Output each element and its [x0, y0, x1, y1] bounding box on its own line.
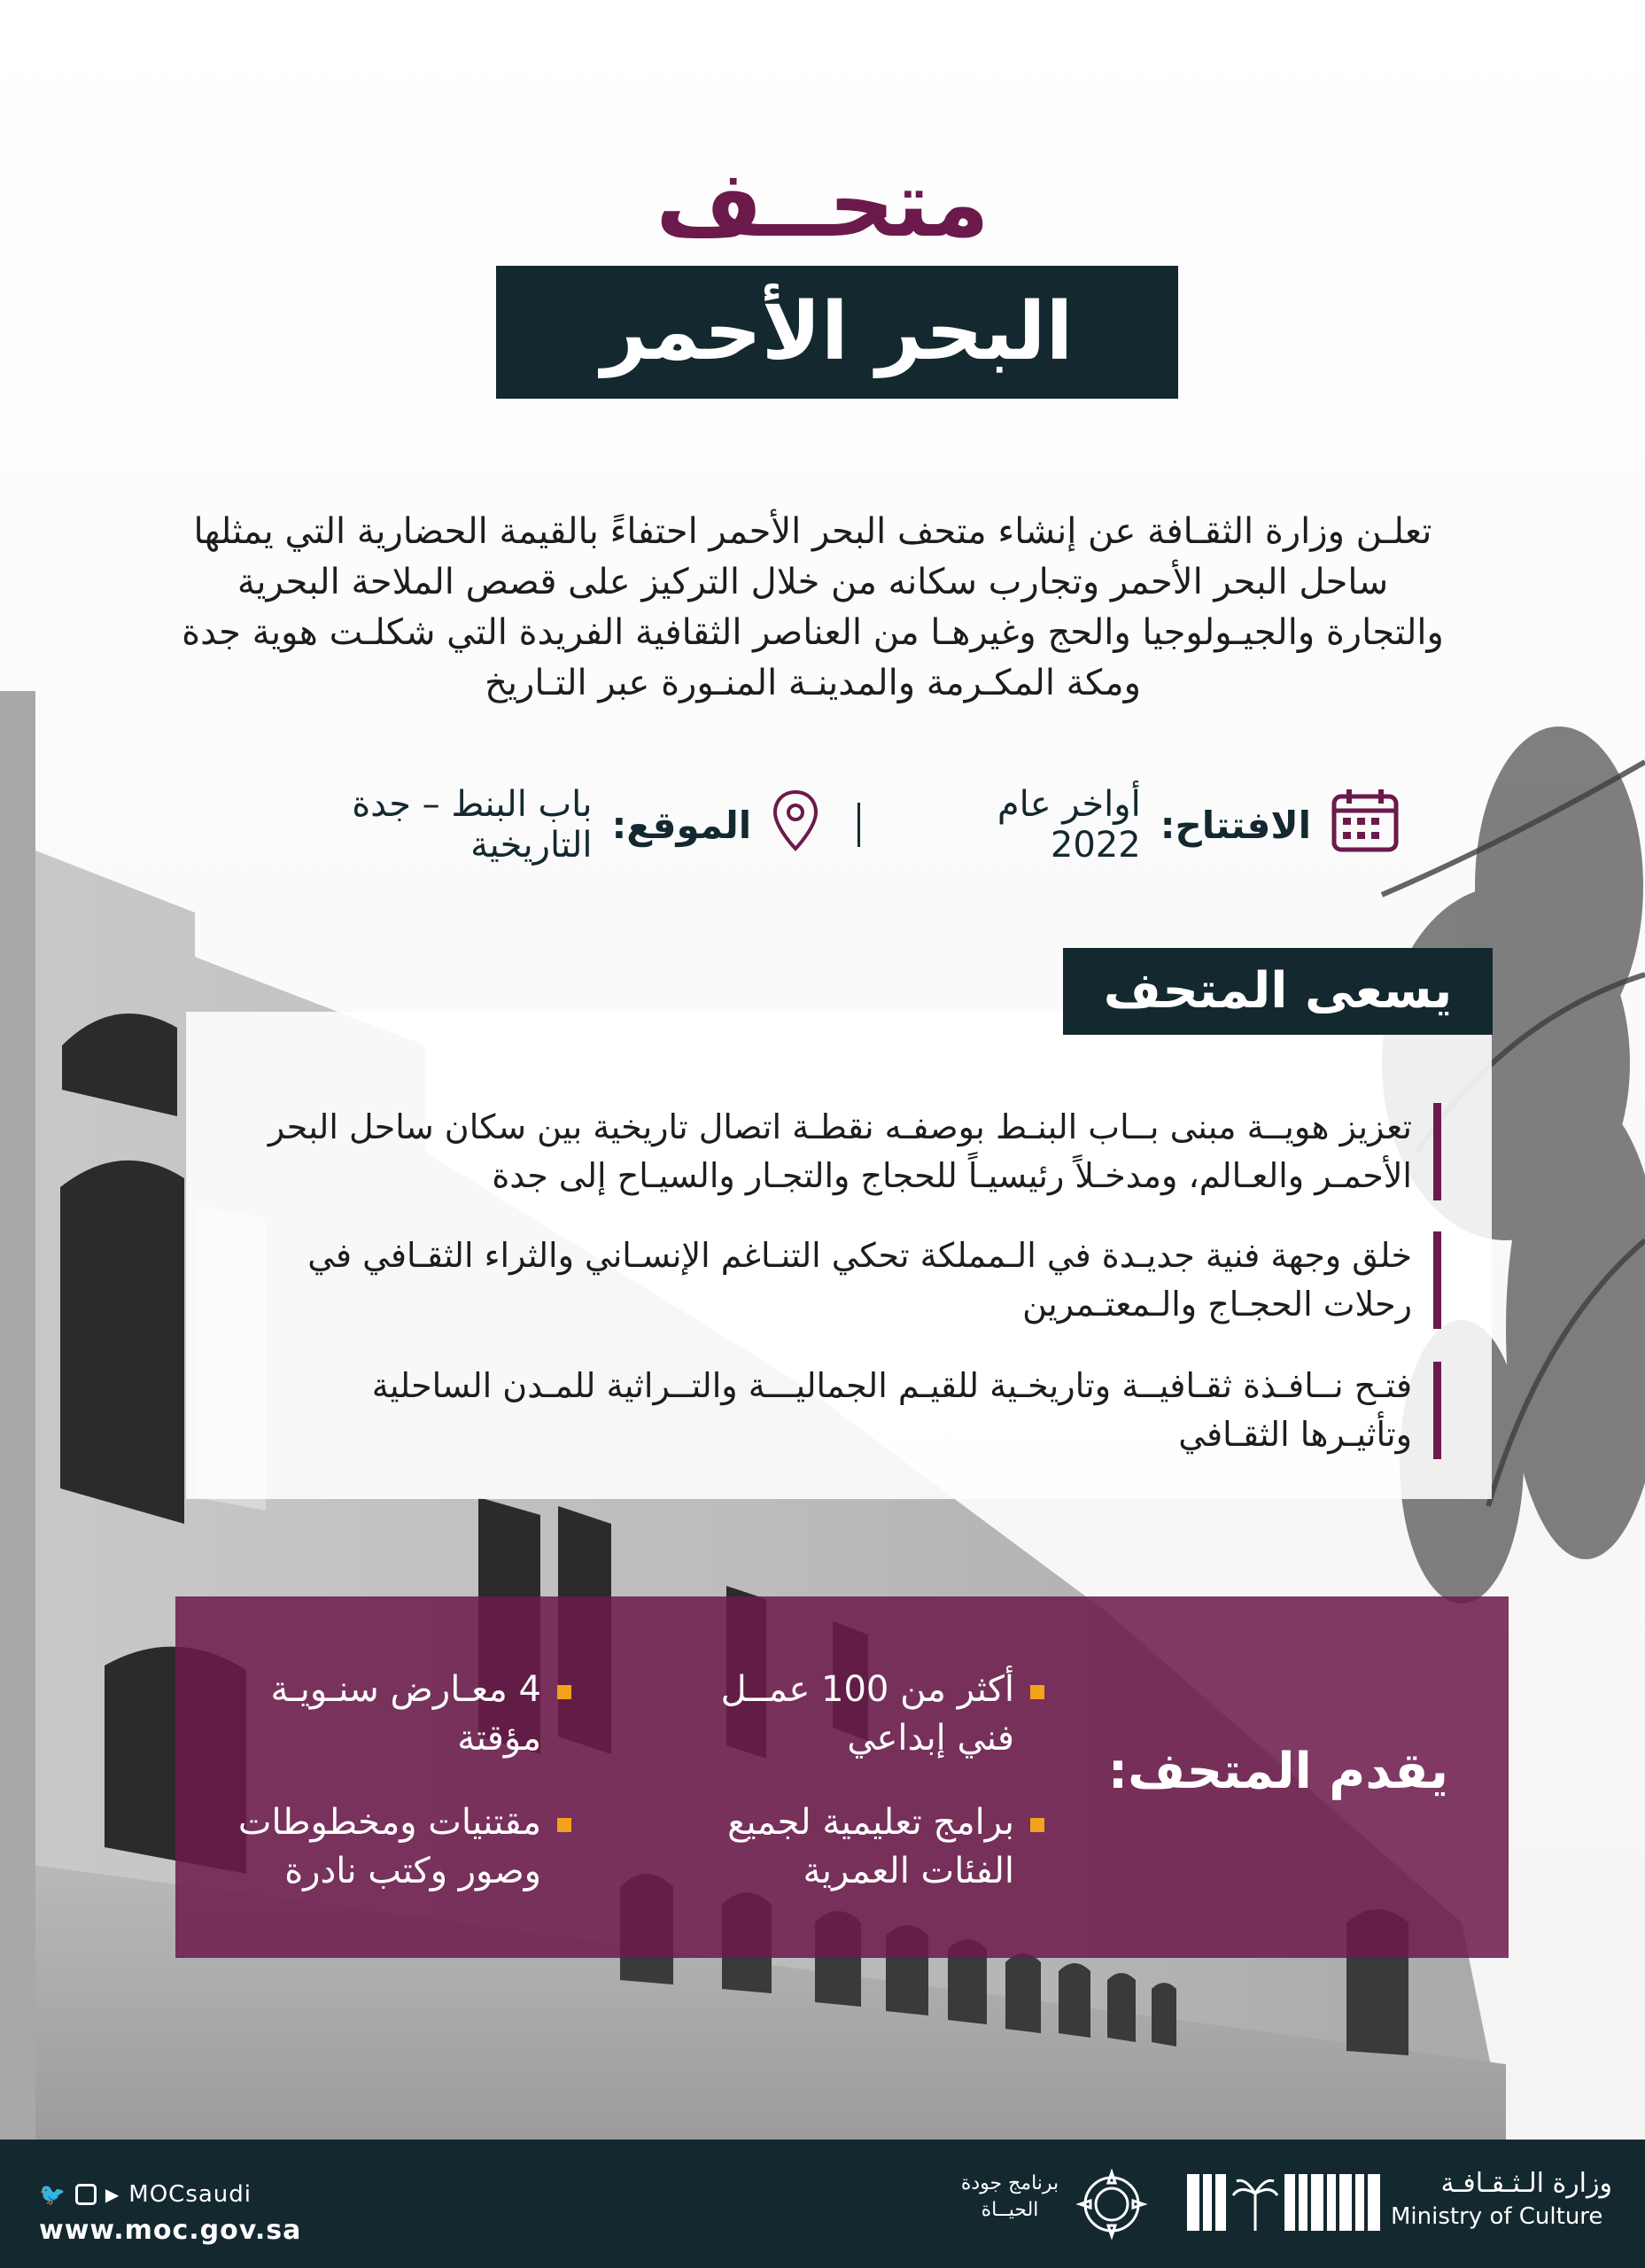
offer-item-4: [217, 1798, 571, 1896]
twitter-icon[interactable]: 🐦: [39, 2182, 66, 2207]
calendar-icon: [1331, 788, 1400, 862]
offer-item-text: أكثر من 100 عمــل فني إبداعي: [720, 1669, 1014, 1759]
offer-item-text: 4 معـارض سنـويـة مؤقتة: [270, 1669, 541, 1759]
aim-item-1: تعزيز هويــة مبنى بــاب البنـط بوصفـه نقطـة اتصال تاريخية بين سكان ساحل البحر الأحمـر والعـالم، ومدخـلاً رئيسيـاً للحجاج والتجـار والسيـاح إلى جدة: [260, 1103, 1441, 1200]
quality-of-life-text: برنامج جودة الحيــاة: [960, 2172, 1059, 2221]
social-row: [39, 2181, 252, 2208]
opening-label: الافتتاح:: [1160, 803, 1311, 847]
aim-item-3: فتـح نــافـذة ثقـافيــة وتاريخـية للقيـم الجماليـــة والتــراثية للمـدن الساحلية وتأثيـرها الثقـافي: [260, 1362, 1441, 1459]
divider: [857, 803, 860, 847]
instagram-icon[interactable]: [75, 2184, 97, 2205]
website-link[interactable]: www.moc.gov.sa: [39, 2215, 302, 2246]
bullet-icon: [557, 1818, 571, 1832]
offer-item-text: مقتنيات ومخطوطات وصور وكتب نادرة: [237, 1802, 541, 1891]
offer-item-text: برامج تعليمية لجميع الفئات العمرية: [727, 1802, 1014, 1891]
opening-value: أواخر عام 2022: [997, 784, 1141, 866]
info-row: [221, 784, 1400, 866]
ministry-name-en: Ministry of Culture: [1391, 2203, 1603, 2230]
location-pin-icon: [771, 788, 820, 861]
aim-item-2: خلق وجهة فنية جديـدة في الـمملكة تحكي التنـاغم الإنسـاني والثراء الثقـافي في رحلات الحجـاج والـمعتـمرين: [260, 1231, 1441, 1329]
offer-item-3: [690, 1798, 1044, 1896]
location-label: الموقع:: [611, 803, 752, 847]
title-line-1: متحــف: [656, 150, 989, 258]
social-handle[interactable]: MOCsaudi: [128, 2181, 252, 2208]
bullet-icon: [1030, 1818, 1044, 1832]
offer-item-1: [690, 1666, 1044, 1763]
title-line-2: البحر الأحمر: [496, 266, 1178, 399]
location-value: باب البنط – جدة التاريخية: [352, 784, 593, 866]
aims-title: يسعى المتحف إلى:: [1063, 948, 1493, 1035]
offers-title: يقدم المتحف:: [1107, 1743, 1448, 1800]
intro-paragraph: تعلـن وزارة الثقـافة عن إنشاء متحف البحر الأحمر احتفاءً بالقيمة الحضارية التي يمثلها ساحل البحر الأحمر وتجارب سكانه من خلال التركيز على قصص الملاحة البحرية والتجارة والجيـولوجيا والحج وغيرهـا من العناصر الثقافية الفريدة التي شكلـت هوية جدة ومكة المكـرمة والمدينـة المنـورة عبر التـاريخ: [182, 511, 1444, 703]
ministry-name-ar: وزارة الـثـقـافـة: [1440, 2168, 1612, 2199]
ministry-logo: [1187, 2167, 1382, 2241]
bullet-icon: [557, 1685, 571, 1699]
youtube-icon[interactable]: ▶: [105, 2184, 120, 2205]
quality-of-life-logo: [1076, 2169, 1147, 2243]
bullet-icon: [1030, 1685, 1044, 1699]
offer-item-2: [217, 1666, 571, 1763]
